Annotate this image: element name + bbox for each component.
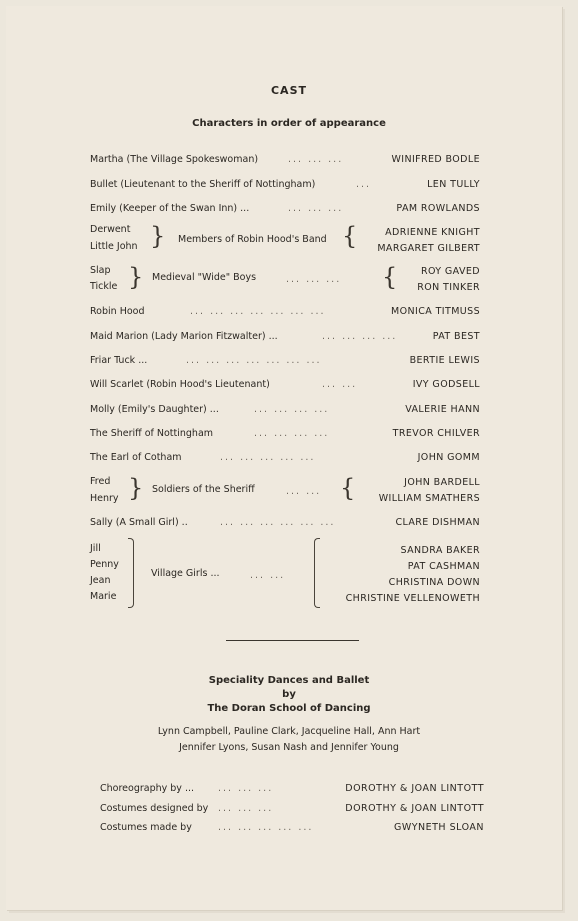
dancers-line-1: Lynn Campbell, Pauline Clark, Jacqueline Hall, Ann Hart [157, 726, 421, 737]
cast-row [90, 379, 480, 395]
cast-row [90, 404, 480, 420]
dances-title: Speciality Dances and Ballet [208, 675, 370, 686]
role: Molly (Emily's Daughter) ... [90, 404, 219, 415]
leader-dots: ... ... ... ... [322, 331, 398, 342]
cast-row [90, 154, 480, 170]
left-brace: { [382, 263, 398, 291]
leader-dots: ... ... ... [218, 803, 274, 814]
leader-dots: ... ... ... ... ... ... [220, 517, 336, 528]
group-description: Soldiers of the Sheriff [152, 484, 255, 495]
credit-label: Choreography by ... [100, 783, 195, 794]
leader-dots: ... ... [250, 570, 286, 581]
character: Little John [90, 241, 138, 252]
right-brace: } [128, 474, 144, 502]
dance-school: The Doran School of Dancing [207, 703, 371, 714]
actor: MONICA TITMUSS [391, 306, 480, 317]
cast-row [90, 428, 480, 444]
actor: SANDRA BAKER [400, 545, 480, 556]
left-brace [314, 538, 320, 608]
credit-row [100, 803, 484, 819]
left-brace: { [340, 474, 356, 502]
right-brace: } [150, 222, 166, 250]
cast-row [90, 355, 480, 371]
character: Jill [90, 543, 101, 554]
cast-row [90, 517, 480, 533]
role: Friar Tuck ... [90, 355, 148, 366]
actor: WINIFRED BODLE [391, 154, 480, 165]
actor: JOHN BARDELL [404, 477, 480, 488]
role: The Sheriff of Nottingham [90, 428, 214, 439]
actor: TREVOR CHILVER [392, 428, 480, 439]
credit-label: Costumes made by [100, 822, 192, 833]
credit-label: Costumes designed by [100, 803, 209, 814]
cast-subtitle: Characters in order of appearance [192, 118, 386, 129]
leader-dots: ... ... ... ... [254, 428, 330, 439]
character: Slap [90, 265, 111, 276]
group-description: Medieval "Wide" Boys [152, 272, 257, 283]
cast-row [90, 203, 480, 219]
role: Robin Hood [90, 306, 145, 317]
credit-name: DOROTHY & JOAN LINTOTT [345, 783, 484, 794]
character: Tickle [90, 281, 118, 292]
cast-row [90, 306, 480, 322]
role: Martha (The Village Spokeswoman) [90, 154, 259, 165]
character: Marie [90, 591, 117, 602]
character: Penny [90, 559, 119, 570]
leader-dots: ... ... ... [218, 783, 274, 794]
actor: CLARE DISHMAN [395, 517, 480, 528]
actor: CHRISTINE VELLENOWETH [345, 593, 480, 604]
page-title: CAST [270, 84, 307, 97]
leader-dots: ... ... ... ... ... [218, 822, 314, 833]
section-divider [226, 640, 359, 641]
actor: PAT CASHMAN [407, 561, 480, 572]
cast-row [90, 452, 480, 468]
leader-dots: ... ... ... ... [254, 404, 330, 415]
actor: BERTIE LEWIS [409, 355, 480, 366]
role: Maid Marion (Lady Marion Fitzwalter) ... [90, 331, 278, 342]
role: Bullet (Lieutenant to the Sheriff of Nottingham) [90, 179, 316, 190]
dances-by: by [282, 689, 296, 700]
character: Jean [90, 575, 111, 586]
actor: MARGARET GILBERT [377, 243, 480, 254]
leader-dots: ... ... ... ... ... ... ... [190, 306, 326, 317]
left-brace: { [342, 222, 358, 250]
leader-dots: ... ... [322, 379, 358, 390]
character: Derwent [90, 224, 131, 235]
credit-name: GWYNETH SLOAN [393, 822, 484, 833]
group-description: Village Girls ... [151, 568, 220, 579]
leader-dots: ... ... ... [286, 274, 342, 285]
character: Henry [90, 493, 119, 504]
role: Sally (A Small Girl) .. [90, 517, 188, 528]
credit-row [100, 783, 484, 799]
leader-dots: ... ... ... ... ... ... ... [186, 355, 322, 366]
role: Emily (Keeper of the Swan Inn) ... [90, 203, 250, 214]
leader-dots: ... ... [286, 486, 322, 497]
credit-row [100, 822, 484, 838]
actor: CHRISTINA DOWN [388, 577, 480, 588]
leader-dots: ... [356, 179, 372, 190]
group-description: Members of Robin Hood's Band [178, 234, 327, 245]
actor: JOHN GOMM [417, 452, 480, 463]
actor: ROY GAVED [420, 266, 480, 277]
actor: VALERIE HANN [405, 404, 480, 415]
cast-row [90, 179, 480, 195]
cast-row [90, 331, 480, 347]
dancers-line-2: Jennifer Lyons, Susan Nash and Jennifer Young [179, 742, 399, 753]
leader-dots: ... ... ... ... ... [220, 452, 316, 463]
right-brace: } [128, 263, 144, 291]
credit-name: DOROTHY & JOAN LINTOTT [345, 803, 484, 814]
actor: RON TINKER [417, 282, 480, 293]
character: Fred [90, 476, 111, 487]
leader-dots: ... ... ... [288, 203, 344, 214]
role: Will Scarlet (Robin Hood's Lieutenant) [90, 379, 270, 390]
role: The Earl of Cotham [90, 452, 182, 463]
actor: PAM ROWLANDS [396, 203, 480, 214]
actor: PAT BEST [432, 331, 480, 342]
actor: LEN TULLY [427, 179, 480, 190]
actor: WILLIAM SMATHERS [378, 493, 480, 504]
actor: ADRIENNE KNIGHT [385, 227, 480, 238]
actor: IVY GODSELL [412, 379, 480, 390]
right-brace [128, 538, 134, 608]
leader-dots: ... ... ... [288, 154, 344, 165]
